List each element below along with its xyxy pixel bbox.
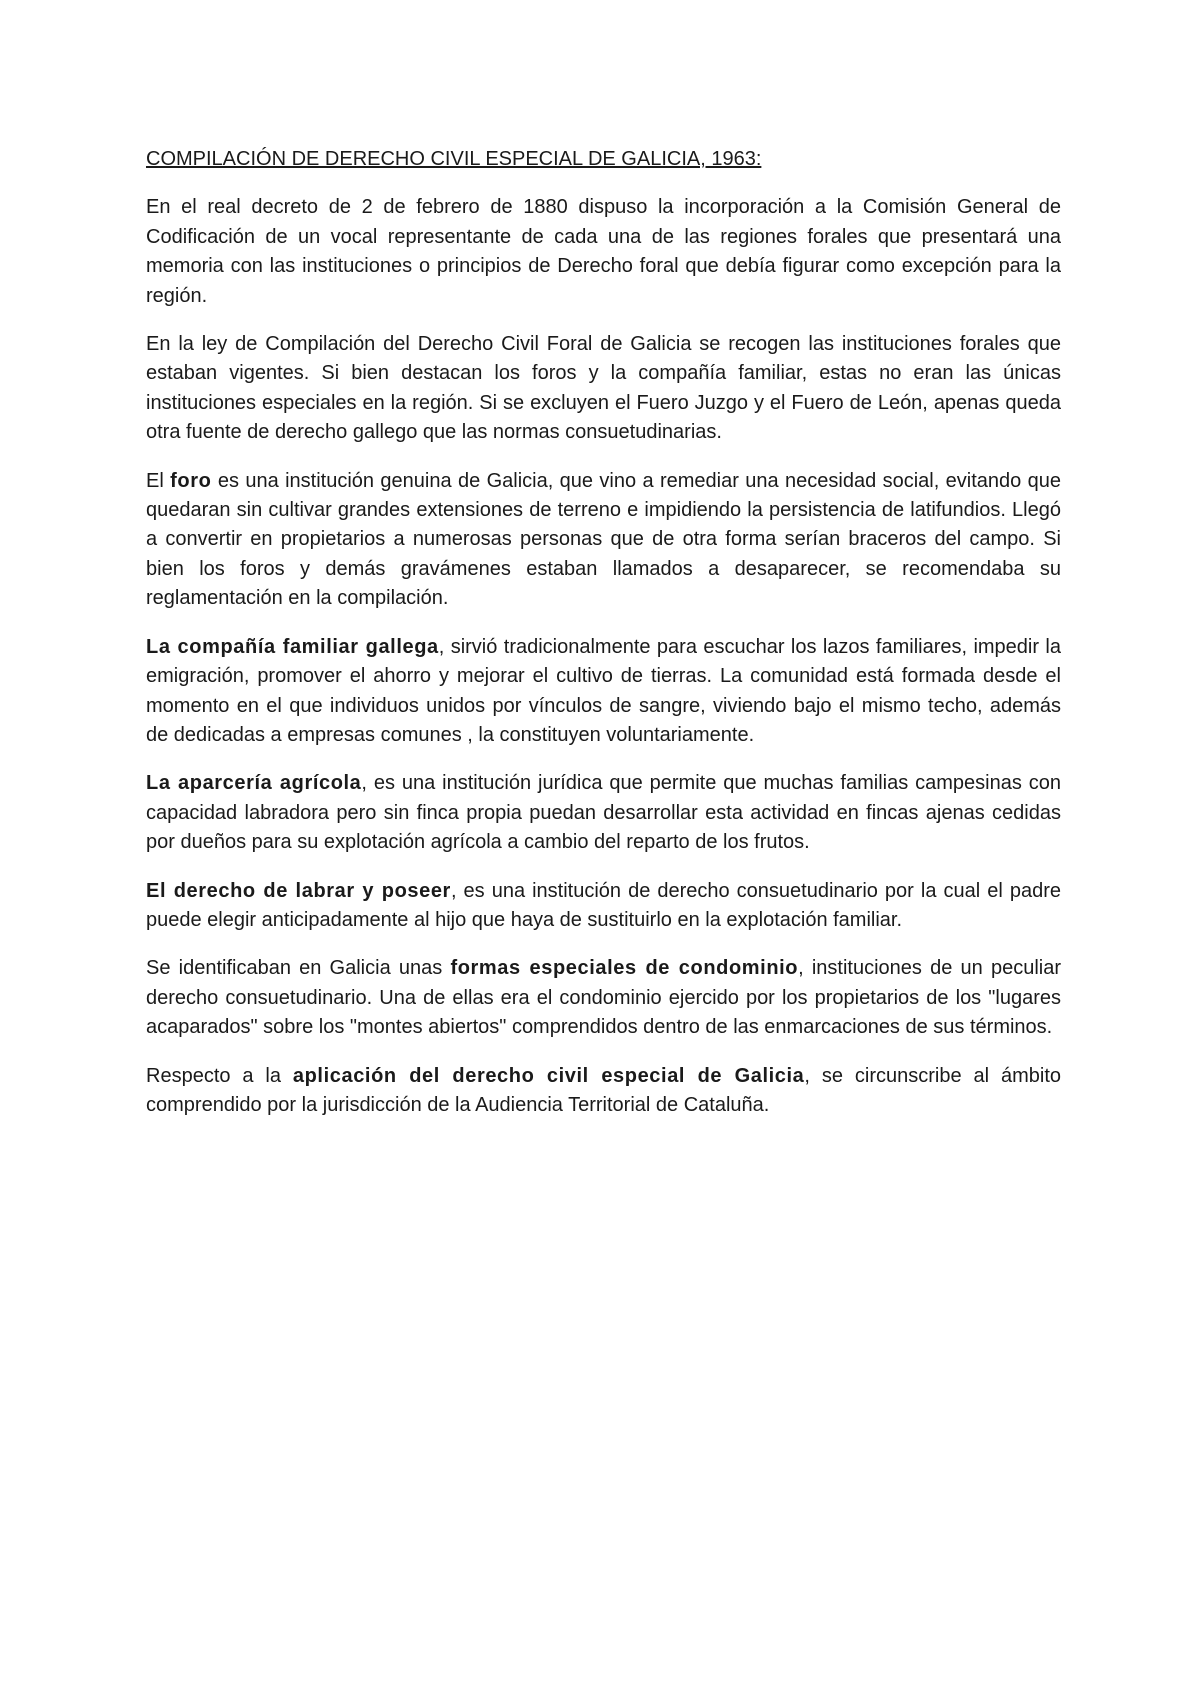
paragraph-text: es una institución genuina de Galicia, que vino a remediar una necesidad social, evitando que quedaran sin cultivar grandes extensiones de terreno e impidiendo la persistencia de latifundios. Llegó a convertir en propietarios a numerosas personas que de otra forma serían braceros del campo. Si bien los foros y demás gravámenes estaban llamados a desaparecer, se recomendaba su reglamentación en la compilación. [146,469,1062,610]
paragraph-text: , sirvió tradicionalmente para escuchar los lazos familiares, impedir la emigración, promover el ahorro y mejorar el cultivo de tierras. La comunidad está formada desde el momento en el que individuos unidos por vínculos de sangre, viviendo bajo el mismo techo, además de dedicadas a empresas comunes , la constituyen voluntariamente. [146,635,1061,746]
document-body [146,145,1061,1139]
paragraph-bold-term: La compañía familiar gallega [146,635,439,658]
document-title: COMPILACIÓN DE DERECHO CIVIL ESPECIAL DE GALICIA, 1963: [146,148,762,170]
paragraph-lead-text: El [146,469,171,492]
paragraph-text: , es una institución jurídica que permite que muchas familias campesinas con capacidad labradora pero sin finca propia puedan desarrollar esta actividad en fincas ajenas cedidas por dueños para su explotación agrícola a cambio del reparto de los frutos. [146,772,1061,854]
paragraph-derecho-labrar [146,877,1061,936]
paragraph-bold-term: El derecho de labrar y poseer [146,879,451,902]
paragraph-lead-text: Se identificaban en Galicia unas [146,957,451,980]
paragraph-bold-term: aplicación del derecho civil especial de Galicia [292,1064,805,1087]
paragraph-aparceria [146,769,1061,857]
paragraph-bold-term: foro [170,469,212,492]
paragraph-foro [146,467,1061,614]
paragraph-text: , es una institución de derecho consuetudinario por la cual el padre puede elegir anticipadamente al hijo que haya de sustituirlo en la explotación familiar. [146,879,1061,931]
paragraph-text: , se circunscribe al ámbito comprendido por la jurisdicción de la Audiencia Territorial de Cataluña. [146,1064,1062,1116]
paragraph-text: En el real decreto de 2 de febrero de 1880 dispuso la incorporación a la Comisión General de Codificación de un vocal representante de cada una de las regiones forales que presentará una memoria con las instituciones o principios de Derecho foral que debía figurar como excepción para la región. [146,196,1061,307]
paragraph-bold-term: La aparcería agrícola [146,772,362,795]
paragraph-ley-compilacion [146,330,1061,448]
paragraph-bold-term: formas especiales de condominio [450,957,799,980]
paragraph-text: En la ley de Compilación del Derecho Civil Foral de Galicia se recogen las instituciones forales que estaban vigentes. Si bien destacan los foros y la compañía familiar, estas no eran las únicas instituciones especiales en la región. Si se excluyen el Fuero Juzgo y el Fuero de León, apenas queda otra fuente de derecho gallego que las normas consuetudinarias. [146,333,1061,444]
paragraph-compania-familiar [146,633,1061,751]
paragraph-real-decreto [146,193,1061,311]
paragraph-aplicacion [146,1062,1061,1121]
paragraph-condominio [146,954,1061,1042]
paragraph-text: , instituciones de un peculiar derecho consuetudinario. Una de ellas era el condominio ejercido por los propietarios de los "lugares acaparados" sobre los "montes abiertos" comprendidos dentro de las enmarcaciones de sus términos. [146,957,1061,1039]
paragraph-lead-text: Respecto a la [146,1064,293,1087]
